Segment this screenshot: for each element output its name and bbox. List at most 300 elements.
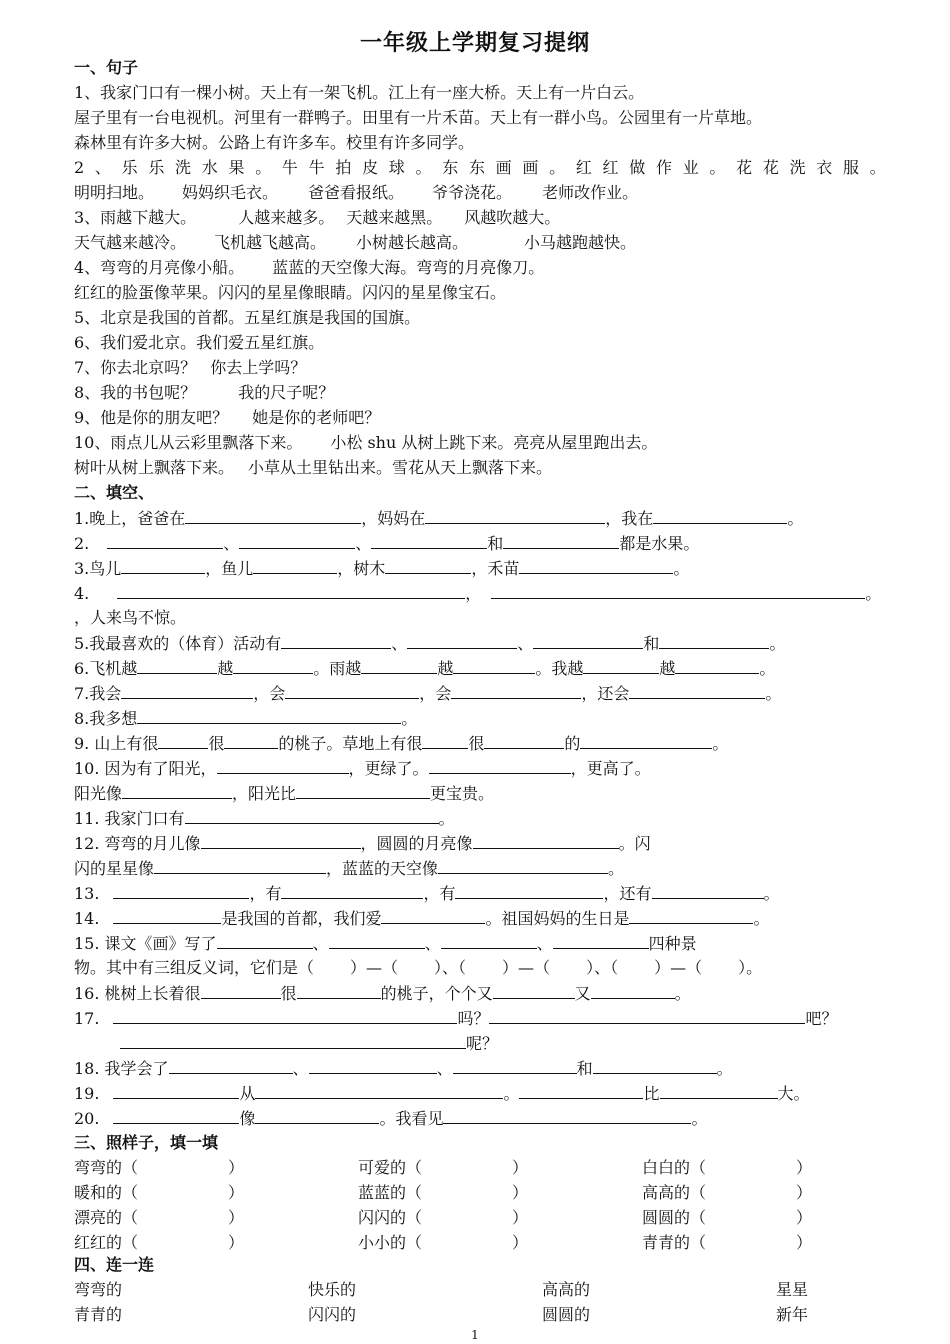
text-segment: 蓝蓝的天空像大海。弯弯的月亮像刀。 xyxy=(272,258,545,277)
question-17 xyxy=(74,1006,886,1030)
text-segment: 9. 山上有很 xyxy=(74,734,159,753)
answer-blank[interactable] xyxy=(169,1056,293,1074)
question-16 xyxy=(74,981,886,1005)
text-line xyxy=(74,456,886,480)
text-char: 衣 xyxy=(816,158,833,177)
answer-blank[interactable] xyxy=(653,506,787,524)
text-segment: 。 xyxy=(787,509,804,528)
question-10-continued xyxy=(74,781,886,805)
answer-blank[interactable] xyxy=(255,1106,379,1124)
text-segment: 4、弯弯的月亮像小船。 xyxy=(74,258,245,277)
text-segment: ，圆圆的月亮像 xyxy=(360,834,473,853)
text-char: 、 xyxy=(94,158,111,177)
text-segment: 20. xyxy=(74,1109,100,1128)
text-segment: 飞机越飞越高。 xyxy=(214,233,327,252)
text-line xyxy=(74,406,886,430)
text-segment: 19. xyxy=(74,1084,100,1103)
text-char: 2 xyxy=(74,158,85,177)
text-segment: 和 xyxy=(487,534,504,553)
answer-blank[interactable] xyxy=(381,906,485,924)
answer-blank[interactable] xyxy=(361,656,437,674)
text-segment: ，有 xyxy=(249,884,282,903)
text-line xyxy=(74,431,886,455)
text-char: 。 xyxy=(709,158,726,177)
text-char: 花 xyxy=(736,158,753,177)
text-char: 业 xyxy=(682,158,699,177)
text-segment: 。 xyxy=(673,559,690,578)
text-segment: 小马越跑越快。 xyxy=(524,233,637,252)
close-paren: ） xyxy=(512,1158,529,1177)
question-17-continued xyxy=(74,1031,886,1055)
answer-blank[interactable] xyxy=(629,681,765,699)
text-segment: 12. 弯弯的月儿像 xyxy=(74,834,201,853)
text-segment: 她是你的老师吧？ xyxy=(252,408,381,427)
answer-blank[interactable] xyxy=(154,856,326,874)
text-segment: 的桃子。草地上有很 xyxy=(278,734,423,753)
answer-blank[interactable] xyxy=(201,831,361,849)
text-segment: 闪的星星像 xyxy=(74,859,155,878)
text-segment: 爸爸看报纸。 xyxy=(308,183,405,202)
text-segment: 小松 shu 从树上跳下来。亮亮从屋里跑出去。 xyxy=(330,433,658,452)
question-10 xyxy=(74,756,886,780)
text-segment: 爷爷浇花。 xyxy=(432,183,513,202)
example-word: 可爱的（ xyxy=(358,1158,423,1177)
text-segment: 吗？ xyxy=(457,1009,490,1028)
text-segment: 6.飞机越 xyxy=(74,659,138,678)
example-item xyxy=(74,1231,314,1255)
text-segment: 4. xyxy=(74,584,90,603)
answer-blank[interactable] xyxy=(113,906,221,924)
matching-word[interactable]: 青青的 xyxy=(74,1305,123,1324)
answer-blank[interactable] xyxy=(137,656,217,674)
text-segment: 8.我多想 xyxy=(74,709,138,728)
text-segment: 。 xyxy=(401,709,418,728)
answer-blank[interactable] xyxy=(121,681,253,699)
text-line xyxy=(74,231,886,255)
text-segment: ）—（ xyxy=(502,958,551,977)
text-char: 果 xyxy=(228,158,245,177)
example-item xyxy=(642,1206,882,1230)
close-paren: ） xyxy=(796,1233,813,1252)
text-char: 水 xyxy=(201,158,218,177)
example-item xyxy=(74,1156,314,1180)
text-segment: 大。 xyxy=(777,1084,810,1103)
text-segment: 都是水果。 xyxy=(619,534,700,553)
close-paren: ） xyxy=(228,1208,245,1227)
example-item xyxy=(358,1181,598,1205)
text-line xyxy=(74,181,886,205)
question-6 xyxy=(74,656,886,680)
text-segment: 越 xyxy=(217,659,234,678)
text-segment: 、 xyxy=(391,634,408,653)
text-segment: 15. 课文《画》写了 xyxy=(74,934,217,953)
text-segment: 的 xyxy=(564,734,581,753)
text-segment: 老师改作业。 xyxy=(542,183,639,202)
answer-blank[interactable] xyxy=(484,731,564,749)
question-1 xyxy=(74,506,886,530)
text-segment: 。雨越 xyxy=(313,659,362,678)
text-segment: 3.鸟儿 xyxy=(74,559,122,578)
text-segment: 你去上学吗？ xyxy=(210,358,307,377)
text-segment: 、 xyxy=(223,534,240,553)
example-word: 高高的（ xyxy=(642,1183,707,1202)
example-item xyxy=(358,1231,598,1255)
text-line xyxy=(74,256,886,280)
answer-blank[interactable] xyxy=(120,1031,466,1049)
question-18 xyxy=(74,1056,886,1080)
answer-blank[interactable] xyxy=(491,581,865,599)
text-segment: 妈妈织毛衣。 xyxy=(182,183,279,202)
text-segment: 13. xyxy=(74,884,100,903)
text-segment: 11. 我家门口有 xyxy=(74,809,185,828)
answer-blank[interactable] xyxy=(107,531,223,549)
example-word: 暖和的（ xyxy=(74,1183,139,1202)
text-char: 。 xyxy=(869,158,886,177)
answer-blank[interactable] xyxy=(385,556,471,574)
text-line: 5、北京是我国的首都。五星红旗是我国的国旗。 xyxy=(74,308,421,327)
text-segment: ，会 xyxy=(253,684,286,703)
text-segment: 很 xyxy=(208,734,225,753)
text-line xyxy=(74,206,886,230)
answer-blank[interactable] xyxy=(253,556,337,574)
text-segment: 像 xyxy=(239,1109,256,1128)
example-word: 闪闪的（ xyxy=(358,1208,423,1227)
answer-blank[interactable] xyxy=(185,806,439,824)
answer-blank[interactable] xyxy=(443,1106,691,1124)
answer-blank[interactable] xyxy=(158,731,208,749)
text-segment: 物。其中有三组反义词，它们是（ xyxy=(74,958,315,977)
text-segment: ，会 xyxy=(419,684,452,703)
answer-blank[interactable] xyxy=(217,756,349,774)
text-char: 乐 xyxy=(148,158,165,177)
text-segment: ）—（ xyxy=(350,958,399,977)
text-segment: 越 xyxy=(659,659,676,678)
question-12-continued xyxy=(74,856,886,880)
page-number: 1 xyxy=(471,1328,479,1342)
answer-blank[interactable] xyxy=(233,656,313,674)
matching-word[interactable]: 新年 xyxy=(776,1305,809,1324)
answer-blank[interactable] xyxy=(660,1081,778,1099)
answer-blank[interactable] xyxy=(652,881,764,899)
text-segment: 人越来越多。 xyxy=(238,208,335,227)
text-segment: 是我国的首都，我们爱 xyxy=(221,909,382,928)
section-heading-fill-blank: 二、填空、 xyxy=(74,483,155,502)
text-segment: 7.我会 xyxy=(74,684,122,703)
example-word: 弯弯的（ xyxy=(74,1158,139,1177)
answer-blank[interactable] xyxy=(580,731,712,749)
text-segment: 。 xyxy=(753,909,770,928)
matching-word[interactable]: 快乐的 xyxy=(308,1280,357,1299)
answer-blank[interactable] xyxy=(503,531,619,549)
close-paren: ） xyxy=(512,1208,529,1227)
text-segment: 又 xyxy=(574,984,591,1003)
answer-blank[interactable] xyxy=(438,856,608,874)
text-line-spaced xyxy=(74,156,886,180)
answer-blank[interactable] xyxy=(217,931,313,949)
example-word: 红红的（ xyxy=(74,1233,139,1252)
answer-blank[interactable] xyxy=(329,931,425,949)
question-12 xyxy=(74,831,886,855)
text-segment: 天越来越黑。 xyxy=(346,208,443,227)
text-segment: 、 xyxy=(517,634,534,653)
text-segment: ，蓝蓝的天空像 xyxy=(326,859,439,878)
text-segment: ，禾苗 xyxy=(471,559,520,578)
section-heading-sentences: 一、句子 xyxy=(74,58,139,77)
matching-word[interactable]: 高高的 xyxy=(542,1280,591,1299)
text-segment: ）—（ xyxy=(654,958,703,977)
text-segment: 9、他是你的朋友吧？ xyxy=(74,408,229,427)
text-char: 拍 xyxy=(335,158,352,177)
text-segment: 、 xyxy=(312,934,329,953)
answer-blank[interactable] xyxy=(255,1081,503,1099)
matching-word[interactable]: 闪闪的 xyxy=(308,1305,357,1324)
question-4 xyxy=(74,581,886,605)
text-segment: 。 xyxy=(712,734,729,753)
text-segment: 更宝贵。 xyxy=(430,784,495,803)
text-segment: 。我看见 xyxy=(379,1109,444,1128)
text-segment: 。闪 xyxy=(618,834,651,853)
answer-blank[interactable] xyxy=(473,831,619,849)
text-segment: ，鱼儿 xyxy=(205,559,254,578)
answer-blank[interactable] xyxy=(519,556,673,574)
text-char: 红 xyxy=(575,158,592,177)
text-segment: 。 xyxy=(765,684,782,703)
text-segment: 10. 因为有了阳光， xyxy=(74,759,217,778)
answer-blank[interactable] xyxy=(185,506,361,524)
close-paren: ） xyxy=(228,1158,245,1177)
answer-blank[interactable] xyxy=(371,531,487,549)
answer-blank[interactable] xyxy=(629,906,753,924)
text-segment: ）、（ xyxy=(586,958,619,977)
answer-blank[interactable] xyxy=(429,756,571,774)
page-title: 一年级上学期复习提纲 xyxy=(359,30,590,56)
text-segment: 天气越来越冷。 xyxy=(74,233,187,252)
answer-blank[interactable] xyxy=(121,556,205,574)
example-word: 白白的（ xyxy=(642,1158,707,1177)
question-19 xyxy=(74,1081,886,1105)
text-segment: 四种景 xyxy=(648,934,697,953)
text-char: 。 xyxy=(255,158,272,177)
text-segment: 2. xyxy=(74,534,90,553)
text-segment: 风越吹越大。 xyxy=(464,208,561,227)
answer-blank[interactable] xyxy=(407,631,517,649)
text-line: 屋子里有一台电视机。河里有一群鸭子。田里有一片禾苗。天上有一群小鸟。公园里有一片草地。 xyxy=(74,108,763,127)
text-char: 作 xyxy=(655,158,672,177)
text-segment: 。祖国妈妈的生日是 xyxy=(485,909,630,928)
answer-blank[interactable] xyxy=(137,706,401,724)
text-char: 乐 xyxy=(121,158,138,177)
answer-blank[interactable] xyxy=(113,1006,457,1024)
text-segment: 、 xyxy=(292,1059,309,1078)
text-line xyxy=(74,381,886,405)
answer-blank[interactable] xyxy=(201,981,281,999)
answer-blank[interactable] xyxy=(453,656,535,674)
question-15-continued xyxy=(74,956,886,980)
answer-blank[interactable] xyxy=(113,1081,239,1099)
text-segment: ，树木 xyxy=(337,559,386,578)
answer-blank[interactable] xyxy=(117,581,465,599)
text-line: 1、我家门口有一棵小树。天上有一架飞机。江上有一座大桥。天上有一片白云。 xyxy=(74,83,645,102)
text-segment: 10、雨点儿从云彩里飘落下来。 xyxy=(74,433,303,452)
text-segment: 5.我最喜欢的（体育）活动有 xyxy=(74,634,282,653)
text-segment: 。 xyxy=(674,984,691,1003)
answer-blank[interactable] xyxy=(455,881,603,899)
answer-blank[interactable] xyxy=(533,631,643,649)
text-segment: 明明扫地。 xyxy=(74,183,155,202)
text-segment: 树叶从树上飘落下来。 xyxy=(74,458,235,477)
answer-blank[interactable] xyxy=(422,731,468,749)
text-line: 红红的脸蛋像苹果。闪闪的星星像眼睛。闪闪的星星像宝石。 xyxy=(74,283,507,302)
text-char: 画 xyxy=(522,158,539,177)
text-segment: 。 xyxy=(763,884,780,903)
answer-blank[interactable] xyxy=(675,656,759,674)
answer-blank[interactable] xyxy=(309,1056,437,1074)
text-segment: 。 xyxy=(608,859,625,878)
question-13 xyxy=(74,881,886,905)
text-segment: 越 xyxy=(437,659,454,678)
question-8 xyxy=(74,706,886,730)
matching-word[interactable]: 圆圆的 xyxy=(542,1305,591,1324)
text-segment: ， xyxy=(465,584,482,603)
text-segment: 8、我的书包呢？ xyxy=(74,383,197,402)
text-segment: 、 xyxy=(536,934,553,953)
question-14 xyxy=(74,906,886,930)
text-char: 牛 xyxy=(308,158,325,177)
matching-word[interactable]: 星星 xyxy=(776,1280,809,1299)
section-heading-matching: 四、连一连 xyxy=(74,1255,155,1274)
example-item xyxy=(642,1156,882,1180)
question-11 xyxy=(74,806,886,830)
text-segment: 的桃子，个个又 xyxy=(380,984,493,1003)
text-segment: 很 xyxy=(280,984,297,1003)
text-segment: ，更高了。 xyxy=(570,759,651,778)
question-2 xyxy=(74,531,886,555)
text-segment: 。 xyxy=(769,634,786,653)
text-segment: 很 xyxy=(468,734,485,753)
text-segment: 。 xyxy=(865,584,882,603)
text-segment: 。 xyxy=(716,1059,733,1078)
answer-blank[interactable] xyxy=(519,1081,643,1099)
text-segment: ）。 xyxy=(738,958,763,977)
question-7 xyxy=(74,681,886,705)
text-char: 。 xyxy=(415,158,432,177)
example-word: 青青的（ xyxy=(642,1233,707,1252)
text-char: 红 xyxy=(602,158,619,177)
close-paren: ） xyxy=(796,1158,813,1177)
text-segment: 。 xyxy=(759,659,776,678)
text-segment: ，妈妈在 xyxy=(361,509,426,528)
answer-blank[interactable] xyxy=(489,1006,805,1024)
text-segment: 从 xyxy=(239,1084,256,1103)
text-segment: 7、你去北京吗？ xyxy=(74,358,197,377)
close-paren: ） xyxy=(796,1208,813,1227)
answer-blank[interactable] xyxy=(113,881,249,899)
answer-blank[interactable] xyxy=(122,781,232,799)
text-segment: 和 xyxy=(643,634,660,653)
text-char: 画 xyxy=(495,158,512,177)
answer-blank[interactable] xyxy=(239,531,355,549)
text-char: 洗 xyxy=(789,158,806,177)
close-paren: ） xyxy=(796,1183,813,1202)
answer-blank[interactable] xyxy=(591,981,675,999)
answer-blank[interactable] xyxy=(453,1056,577,1074)
answer-blank[interactable] xyxy=(224,731,278,749)
text-segment: 我的尺子呢？ xyxy=(238,383,335,402)
text-char: 东 xyxy=(468,158,485,177)
question-4-continued: ，人来鸟不惊。 xyxy=(74,608,187,627)
text-line: 6、我们爱北京。我们爱五星红旗。 xyxy=(74,333,325,352)
answer-blank[interactable] xyxy=(296,781,430,799)
answer-blank[interactable] xyxy=(583,656,659,674)
text-segment: 小树越长越高。 xyxy=(356,233,469,252)
matching-word[interactable]: 弯弯的 xyxy=(74,1280,123,1299)
answer-blank[interactable] xyxy=(425,506,605,524)
question-15 xyxy=(74,931,886,955)
example-word: 小小的（ xyxy=(358,1233,423,1252)
answer-blank[interactable] xyxy=(553,931,649,949)
answer-blank[interactable] xyxy=(593,1056,717,1074)
text-char: 洗 xyxy=(175,158,192,177)
text-segment: 3、雨越下越大。 xyxy=(74,208,197,227)
text-segment: 。 xyxy=(438,809,455,828)
text-segment: 小草从土里钻出来。雪花从天上飘落下来。 xyxy=(248,458,553,477)
answer-blank[interactable] xyxy=(113,1106,239,1124)
question-20 xyxy=(74,1106,886,1130)
text-segment: ，我在 xyxy=(605,509,654,528)
text-segment: ，有 xyxy=(423,884,456,903)
answer-blank[interactable] xyxy=(281,881,423,899)
text-segment: 比 xyxy=(643,1084,660,1103)
answer-blank[interactable] xyxy=(493,981,575,999)
close-paren: ） xyxy=(228,1233,245,1252)
text-segment: 、 xyxy=(355,534,372,553)
text-segment: 。我越 xyxy=(535,659,584,678)
answer-blank[interactable] xyxy=(297,981,381,999)
answer-blank[interactable] xyxy=(659,631,769,649)
close-paren: ） xyxy=(512,1233,529,1252)
text-segment: ）、（ xyxy=(434,958,467,977)
example-word: 漂亮的（ xyxy=(74,1208,139,1227)
close-paren: ） xyxy=(512,1183,529,1202)
text-segment: 吧？ xyxy=(805,1009,838,1028)
example-item xyxy=(74,1181,314,1205)
example-item xyxy=(358,1206,598,1230)
question-3 xyxy=(74,556,886,580)
answer-blank[interactable] xyxy=(285,681,419,699)
text-segment: ，阳光比 xyxy=(232,784,297,803)
text-char: 球 xyxy=(388,158,405,177)
text-segment: 阳光像 xyxy=(74,784,123,803)
text-segment: 。 xyxy=(503,1084,520,1103)
text-char: 服 xyxy=(843,158,860,177)
text-segment: 、 xyxy=(424,934,441,953)
text-char: 皮 xyxy=(362,158,379,177)
text-segment: 。 xyxy=(691,1109,708,1128)
section-heading-follow-example: 三、照样子，填一填 xyxy=(74,1133,219,1152)
example-word: 蓝蓝的（ xyxy=(358,1183,423,1202)
answer-blank[interactable] xyxy=(451,681,581,699)
question-5 xyxy=(74,631,886,655)
text-char: 牛 xyxy=(281,158,298,177)
answer-blank[interactable] xyxy=(281,631,391,649)
text-segment: 呢？ xyxy=(466,1034,499,1053)
example-item xyxy=(74,1206,314,1230)
answer-blank[interactable] xyxy=(441,931,537,949)
example-item xyxy=(642,1181,882,1205)
question-9 xyxy=(74,731,886,755)
example-item xyxy=(642,1231,882,1255)
example-word: 圆圆的（ xyxy=(642,1208,707,1227)
